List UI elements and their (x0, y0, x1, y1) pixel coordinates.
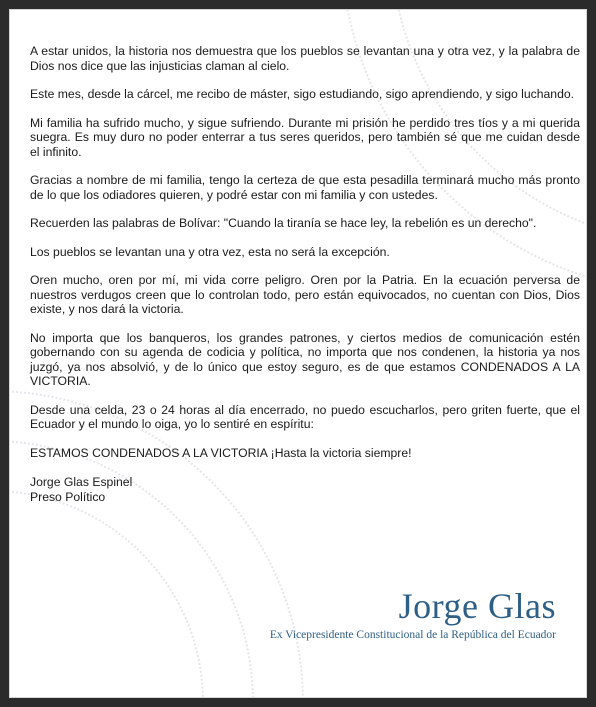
paragraph-4: Gracias a nombre de mi familia, tengo la certeza de que esta pesadilla terminará mucho más pronto de lo que los odiadores quieren, y podré estar con mi familia y con ustedes. (30, 173, 580, 202)
brand-logo (270, 586, 556, 642)
paragraph-3: Mi familia ha sufrido mucho, y sigue sufriendo. Durante mi prisión he perdido tres tíos y a mi querida suegra. Es muy duro no poder enterrar a tus seres queridos, pero también sé que me cuidan desde el infinito. (30, 115, 580, 159)
paragraph-5: Recuerden las palabras de Bolívar: "Cuando la tiranía se hace ley, la rebelión es un derecho". (30, 216, 537, 230)
signature-name: Jorge Glas Espinel (30, 475, 133, 489)
watermark-circle (9, 490, 204, 698)
letter-page (9, 9, 587, 698)
paragraph-10: ESTAMOS CONDENADOS A LA VICTORIA ¡Hasta la victoria siempre! (30, 445, 412, 460)
brand-subtitle: Ex Vicepresidente Constitucional de la República del Ecuador (269, 629, 556, 641)
paragraph-1: A estar unidos, la historia nos demuestra que los pueblos se levantan una y otra vez, y la palabra de Dios nos dice que las injusticias claman al cielo. (30, 44, 580, 73)
letter-body (30, 44, 580, 504)
paragraph-2: Este mes, desde la cárcel, me recibo de máster, sigo estudiando, sigo aprendiendo, y sigo luchando. (30, 87, 575, 101)
signature-title: Preso Político (30, 489, 106, 504)
paragraph-8: No importa que los banqueros, los grandes patrones, y ciertos medios de comunicación estén gobernando con su agenda de codicia y política, no importa que nos condenen, la historia ya nos juzgó, ya nos absolvió, y de lo único que estoy seguro, es de que estamos CONDENADOS A LA VICTORIA. (30, 330, 580, 388)
paragraph-9: Desde una celda, 23 o 24 horas al día encerrado, no puedo escucharlos, pero griten fuerte, que el Ecuador y el mundo lo oiga, yo lo sentiré en espíritu: (30, 402, 580, 431)
paragraph-6: Los pueblos se levantan una y otra vez, esta no será la excepción. (30, 244, 390, 259)
paragraph-7: Oren mucho, oren por mí, mi vida corre peligro. Oren por la Patria. En la ecuación perversa de nuestros verdugos creen que lo controlan todo, pero están equivocados, no cuentan con Dios, Dios existe, y nos dará la victoria. (30, 273, 580, 316)
signature-block (30, 475, 580, 504)
brand-name: Jorge Glas (398, 586, 556, 626)
